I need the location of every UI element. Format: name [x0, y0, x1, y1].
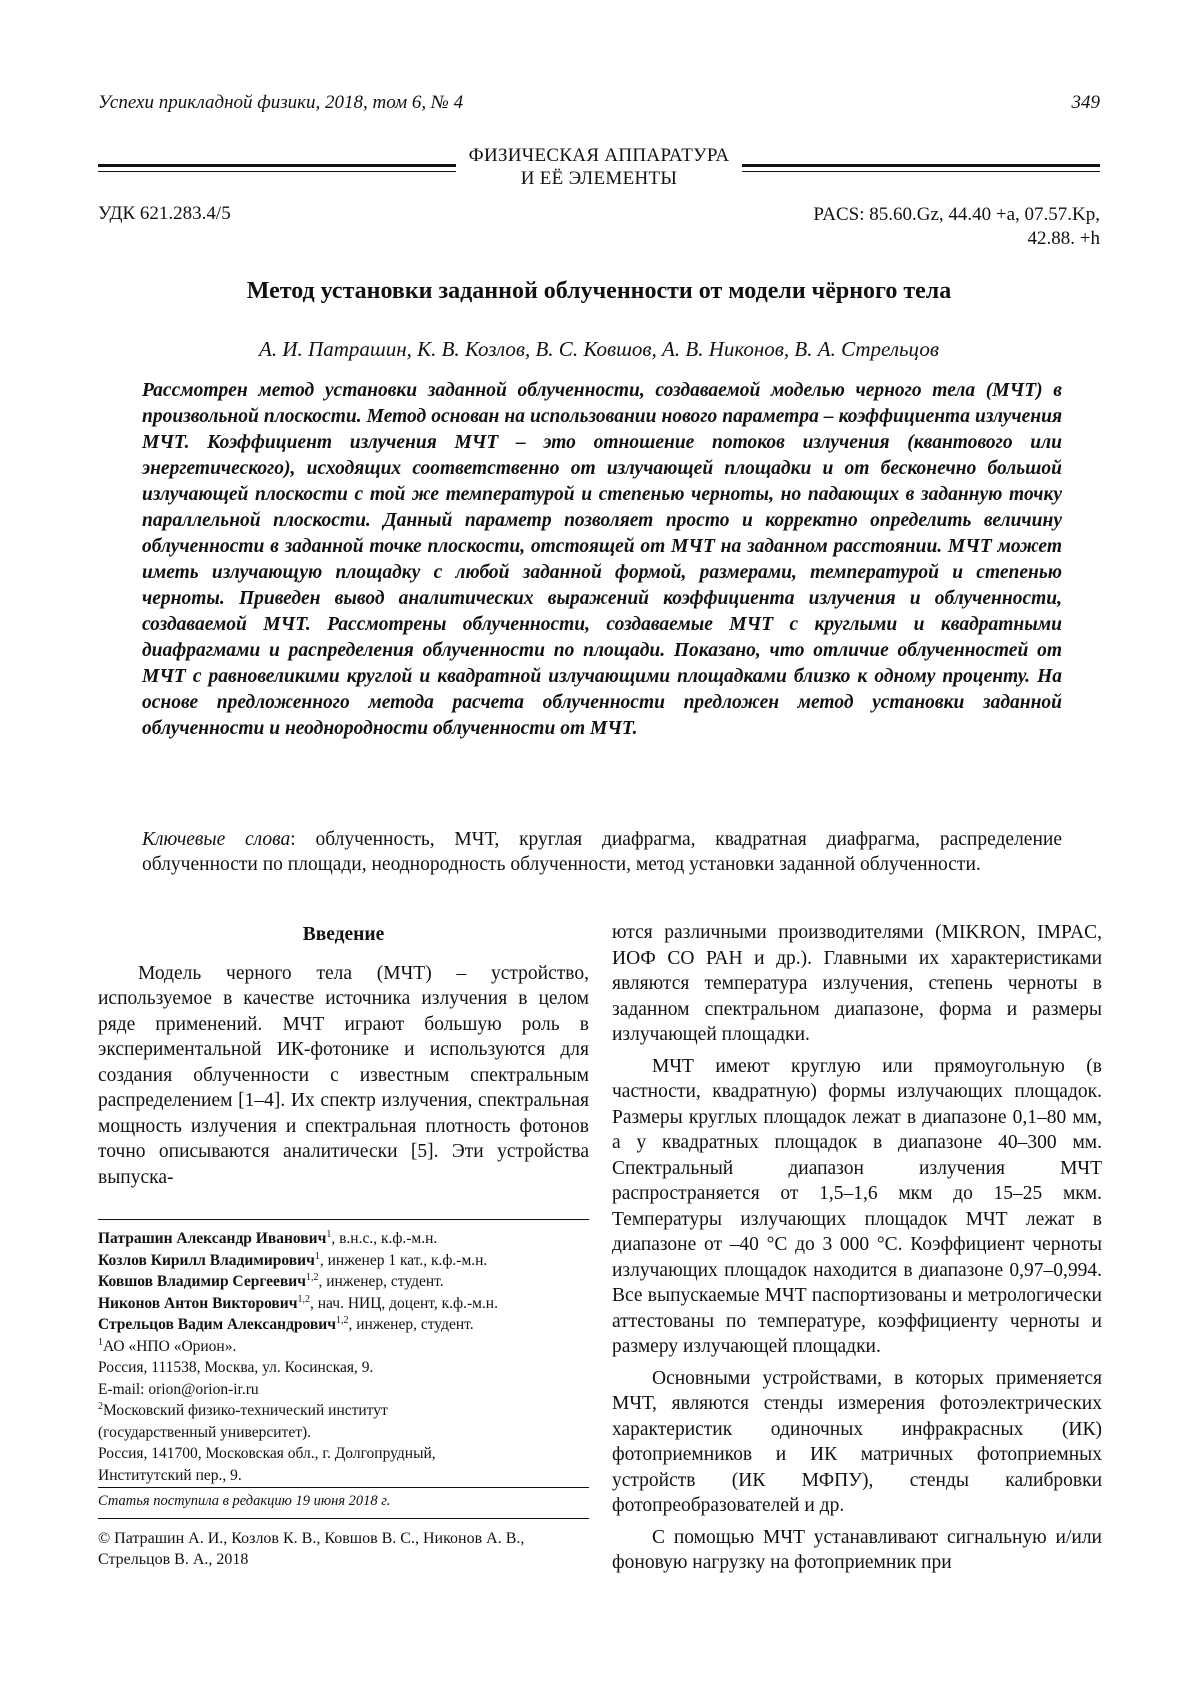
footnote-author-details: , инженер 1 кат., к.ф.-м.н.	[320, 1252, 488, 1269]
footnote-author-details: , нач. НИЦ, доцент, к.ф.-м.н.	[310, 1295, 498, 1312]
keywords-text: : облученность, МЧТ, круглая диафрагма, квадратная диафрагма, распределение облученности по площади, неоднородность облученности, метод установки заданной облученности.	[142, 829, 1062, 875]
footnote-author-sup: 1,2	[336, 1315, 349, 1326]
affiliation-2-address: Россия, 141700, Московская обл., г. Долгопрудный,	[98, 1443, 589, 1465]
section-title-line-1: ФИЗИЧЕСКАЯ АППАРАТУРА	[98, 144, 1100, 167]
affiliation-1-name	[98, 1336, 589, 1358]
journal-reference: Успехи прикладной физики, 2018, том 6, № 4	[98, 92, 463, 114]
affiliation-2-sup: 2	[98, 1401, 103, 1412]
affiliation-2-address-cont: Институтский пер., 9.	[98, 1465, 589, 1487]
footnote-author-sup: 1,2	[306, 1272, 319, 1283]
copyright-rule	[98, 1518, 589, 1519]
section-header	[98, 144, 1100, 194]
footnote-author-name: Козлов Кирилл Владимирович	[98, 1252, 315, 1269]
section-title	[98, 144, 1100, 190]
keywords-label: Ключевые слова	[142, 829, 290, 850]
affiliation-2-name	[98, 1400, 589, 1422]
footnote-author-sup: 1	[326, 1229, 331, 1240]
footnote-author-sup: 1	[315, 1250, 320, 1261]
intro-paragraph: Модель черного тела (МЧТ) – устройство, используемое в качестве источника излучения в целом ряде применений. МЧТ играют большую роль в экспериментальной ИК-фотонике и используются для создания облученности с известным спектральным распределением [1–4]. Их спектр излучения, спектральная мощность излучения и спектральная плотность фотонов точно описываются аналитически [5]. Эти устройства выпуска-	[98, 961, 589, 1191]
copyright	[98, 1528, 589, 1570]
footnote-author	[98, 1228, 589, 1250]
footnote-rule	[98, 1219, 589, 1220]
footnote-author-name: Стрельцов Вадим Александрович	[98, 1316, 336, 1333]
body-paragraph: С помощью МЧТ устанавливают сигнальную и/или фоновую нагрузку на фотоприемник при	[612, 1525, 1102, 1576]
affiliation-1-email: E-mail: orion@orion-ir.ru	[98, 1379, 589, 1401]
footnote-author	[98, 1314, 589, 1336]
copyright-line-1: © Патрашин А. И., Козлов К. В., Ковшов В. С., Никонов А. В.,	[98, 1528, 589, 1549]
affiliation-1-sup: 1	[98, 1336, 103, 1347]
footnote-author-name: Никонов Антон Викторович	[98, 1295, 297, 1312]
running-header	[98, 92, 1100, 114]
affiliation-2-text: Московский физико-технический институт	[103, 1402, 388, 1419]
body-paragraph: Основными устройствами, в которых применяется МЧТ, являются стенды измерения фотоэлектрических характеристик одиночных инфракрасных (ИК) фотоприемников и ИК матричных фотоприемных устройств (ИК МФПУ), стенды калибровки фотопреобразователей и др.	[612, 1366, 1102, 1519]
abstract: Рассмотрен метод установки заданной облученности, создаваемой моделью черного тела (МЧТ) в произвольной плоскости. Метод основан на использовании нового параметра – коэффициента излучения МЧТ. Коэффициент излучения МЧТ – это отношение потоков излучения (квантового или энергетического), исходящих соответственно от излучающей площадки и от бесконечно большой излучающей плоскости с той же температурой и степенью черноты, но падающих в заданную точку параллельной плоскости. Данный параметр позволяет просто и корректно определить величину облученности в заданной точке плоскости, отстоящей от МЧТ на заданном расстоянии. МЧТ может иметь излучающую площадку с любой заданной формой, размерами, температурой и степенью черноты. Приведен вывод аналитических выражений коэффициента излучения и облученности, создаваемой МЧТ. Рассмотрены облученности, создаваемые МЧТ с круглыми и квадратными диафрагмами и распределения облученности по площади. Показано, что отличие облученностей от МЧТ с равновеликими круглой и квадратной излучающими площадками близко к одному проценту. На основе предложенного метода расчета облученности предложен метод установки заданной облученности и неоднородности облученности от МЧТ.	[142, 378, 1062, 742]
article-title: Метод установки заданной облученности от модели чёрного тела	[98, 278, 1100, 305]
copyright-line-2: Стрельцов В. А., 2018	[98, 1549, 589, 1570]
page-number: 349	[1072, 92, 1101, 114]
footnote-author-sup: 1,2	[297, 1293, 310, 1304]
keywords	[142, 827, 1062, 877]
footnote-author-details: , инженер, студент.	[318, 1273, 443, 1290]
intro-heading: Введение	[98, 922, 589, 948]
udk-code: УДК 621.283.4/5	[98, 203, 231, 225]
author-footnotes	[98, 1228, 589, 1486]
article-authors: А. И. Патрашин, К. В. Козлов, В. С. Ковшов, А. В. Никонов, В. А. Стрельцов	[98, 337, 1100, 362]
footnote-author	[98, 1271, 589, 1293]
footnote-author	[98, 1293, 589, 1315]
footnote-author-details: , в.н.с., к.ф.-м.н.	[331, 1230, 437, 1247]
pacs-codes	[813, 203, 1100, 251]
footnote-author-details: , инженер, студент.	[348, 1316, 473, 1333]
section-title-line-2: И ЕЁ ЭЛЕМЕНТЫ	[98, 167, 1100, 190]
body-paragraph: ются различными производителями (MIKRON, IMPAC, ИОФ СО РАН и др.). Главными их характеристиками являются температура излучения, степень черноты в заданном спектральном диапазоне, форма и размеры излучающей площадки.	[612, 920, 1102, 1048]
received-date: Статья поступила в редакцию 19 июня 2018 г.	[98, 1493, 390, 1510]
footnote-author-name: Патрашин Александр Иванович	[98, 1230, 326, 1247]
footnote-author	[98, 1250, 589, 1272]
affiliation-1-text: АО «НПО «Орион».	[103, 1338, 236, 1355]
affiliation-1-address: Россия, 111538, Москва, ул. Косинская, 9.	[98, 1357, 589, 1379]
pacs-line-2: 42.88. +h	[813, 227, 1100, 251]
right-column	[612, 920, 1102, 1576]
affiliation-2-name-cont: (государственный университет).	[98, 1422, 589, 1444]
left-column	[98, 922, 589, 1190]
body-paragraph: МЧТ имеют круглую или прямоугольную (в частности, квадратную) формы излучающих площадок. Размеры круглых площадок лежат в диапазоне 0,1–80 мм, а у квадратных площадок в диапазоне 40–300 мм. Спектральный диапазон излучения МЧТ распространяется от 1,5–1,6 мкм до 15–25 мкм. Температуры излучающих площадок МЧТ лежат в диапазоне от –40 °C до 3 000 °C. Коэффициент черноты излучающих площадок находится в диапазоне 0,97–0,994. Все выпускаемые МЧТ паспортизованы и метрологически аттестованы по температуре, коэффициенту черноты и размеру излучающей площадки.	[612, 1054, 1102, 1360]
pacs-line-1: PACS: 85.60.Gz, 44.40 +a, 07.57.Kp,	[813, 203, 1100, 227]
footnote-author-name: Ковшов Владимир Сергеевич	[98, 1273, 306, 1290]
received-rule	[98, 1487, 589, 1488]
